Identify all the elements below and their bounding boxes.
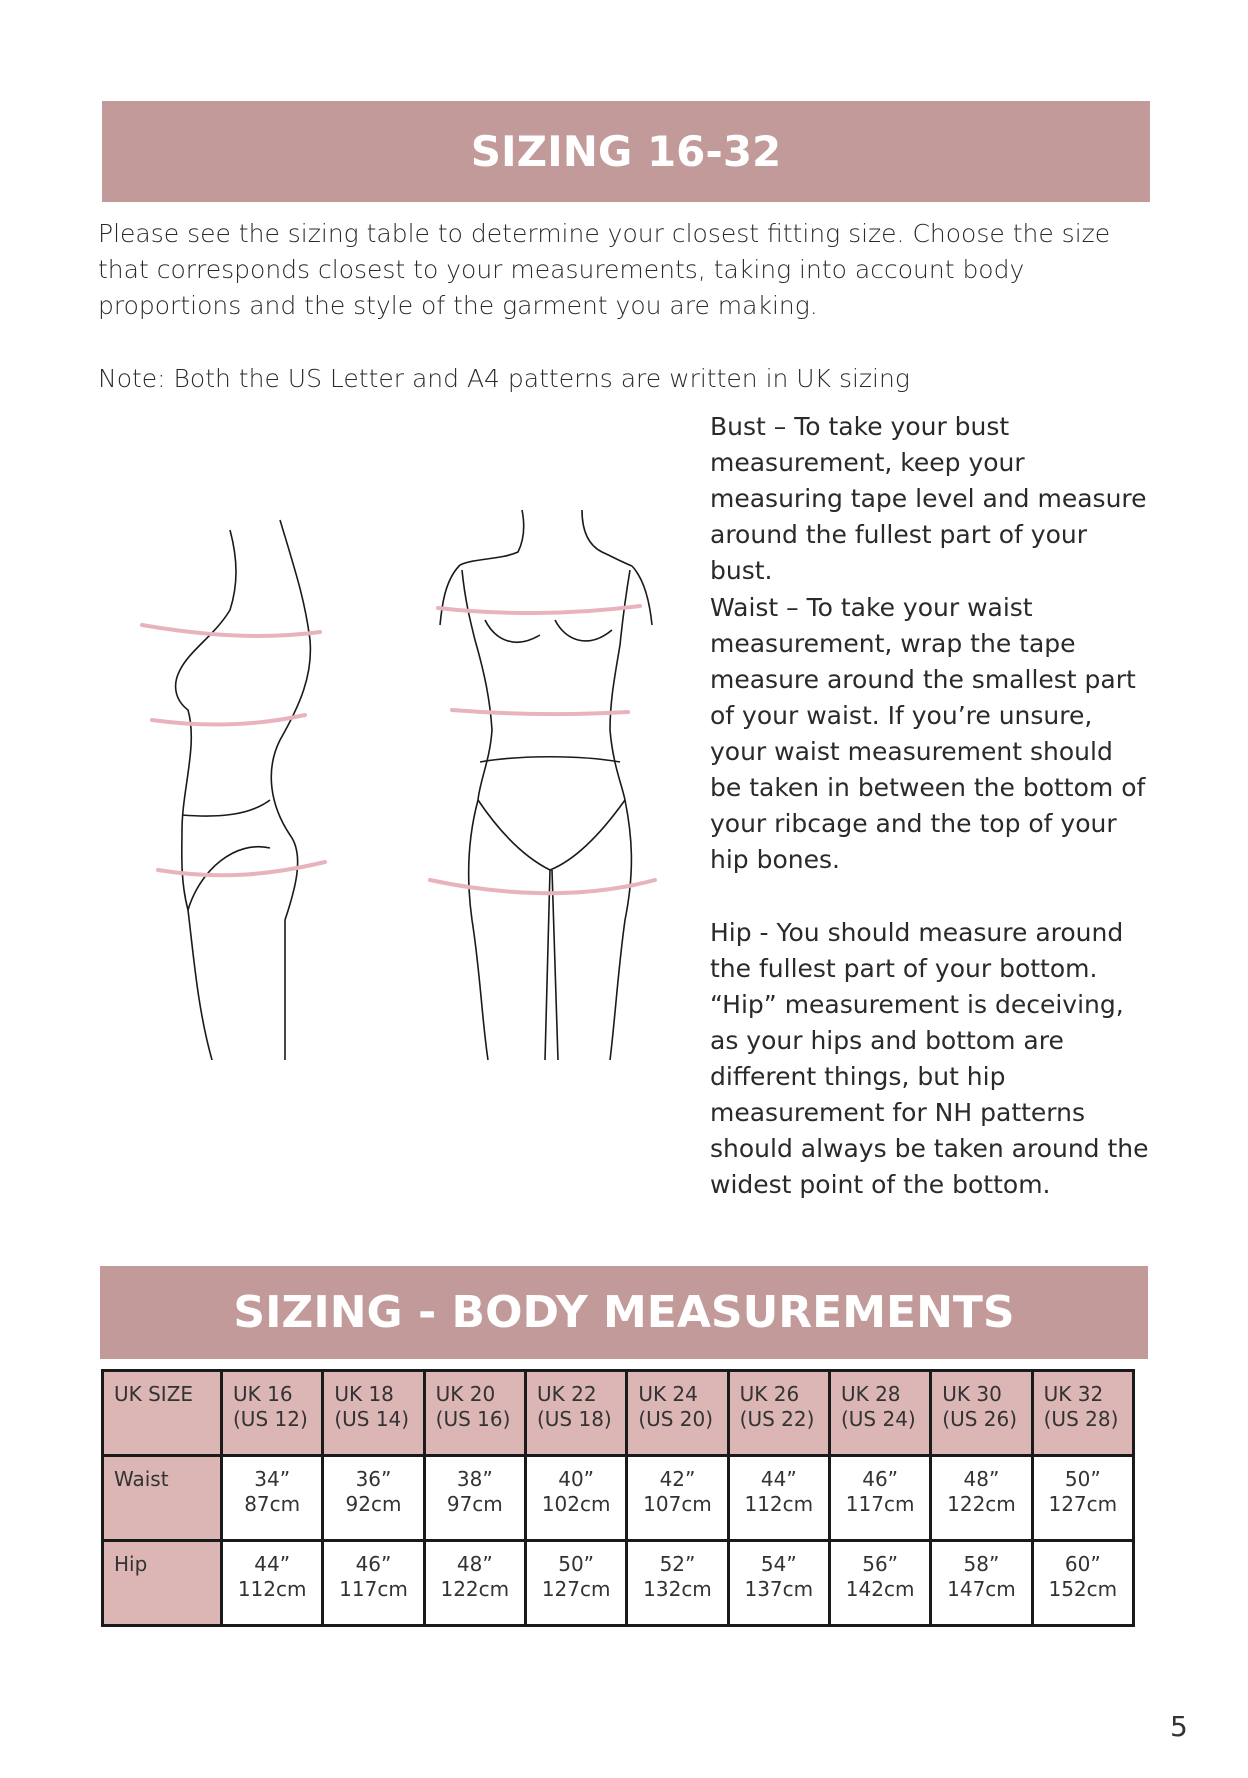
cm-value: 92cm [345, 1492, 402, 1516]
cm-value: 107cm [643, 1492, 712, 1516]
intro-paragraph: Please see the sizing table to determine your closest fitting size. Choose the size that corresponds closest to your measurements, taking into account body proportions and the style of the garment you are making. [98, 219, 1111, 320]
side-hip-tape-line [158, 862, 325, 875]
inch-value: 50” [1064, 1467, 1101, 1491]
front-figure-bust-left [485, 620, 540, 642]
measurement-cell [222, 1456, 323, 1541]
front-waist-tape-line [452, 710, 628, 714]
front-figure-right-arm [632, 566, 652, 625]
size-header-cell [1032, 1371, 1133, 1456]
uk-size-label: UK 20 [435, 1382, 496, 1406]
side-waist-tape-line [152, 715, 305, 725]
page-number: 5 [1170, 1710, 1188, 1743]
measurement-cell [424, 1541, 525, 1626]
front-figure-brief-leg [478, 800, 625, 870]
size-header-cell [829, 1371, 930, 1456]
cm-value: 87cm [244, 1492, 301, 1516]
cm-value: 142cm [845, 1577, 915, 1601]
inch-value: 58” [963, 1552, 1000, 1576]
measurement-cell [323, 1456, 424, 1541]
inch-value: 56” [862, 1552, 899, 1576]
side-figure-brief-top [182, 800, 270, 816]
inch-value: 46” [355, 1552, 392, 1576]
inch-value: 54” [760, 1552, 797, 1576]
cm-value: 97cm [446, 1492, 503, 1516]
cm-value: 112cm [744, 1492, 814, 1516]
inch-value: 38” [456, 1467, 493, 1491]
cm-value: 127cm [541, 1577, 611, 1601]
side-figure-back-outline [271, 520, 310, 1060]
front-figure-left-arm [440, 565, 460, 625]
measurement-cell [829, 1541, 930, 1626]
us-size-label: (US 16) [435, 1407, 511, 1431]
measurement-cell [1032, 1456, 1133, 1541]
cm-value: 122cm [440, 1577, 510, 1601]
measurement-cell [525, 1456, 626, 1541]
measurement-cell [728, 1541, 829, 1626]
cm-value: 132cm [643, 1577, 712, 1601]
cm-value: 112cm [237, 1577, 307, 1601]
us-size-label: (US 26) [942, 1407, 1018, 1431]
table-header-row [103, 1371, 1134, 1456]
measurement-cell [931, 1541, 1032, 1626]
body-measurement-figures [120, 500, 700, 1060]
page-title: SIZING 16-32 [102, 101, 1150, 202]
hip-row-label: Hip [103, 1541, 222, 1626]
uk-size-label: UK 26 [739, 1382, 800, 1406]
uk-size-header: UK SIZE [103, 1371, 222, 1456]
cm-value: 147cm [947, 1577, 1016, 1601]
uk-size-label: UK 30 [942, 1382, 1002, 1406]
side-figure-front-outline [176, 530, 236, 1060]
inch-value: 50” [558, 1552, 595, 1576]
cm-value: 117cm [845, 1492, 915, 1516]
measurement-cell [931, 1456, 1032, 1541]
uk-size-label: UK 32 [1043, 1382, 1104, 1406]
measurement-cell [525, 1541, 626, 1626]
front-figure-bust-right [555, 620, 612, 641]
sizing-note: Note: Both the US Letter and A4 patterns are written in UK sizing [98, 364, 910, 393]
side-figure-brief-leg [188, 847, 270, 910]
size-header-cell [424, 1371, 525, 1456]
measurement-cell [323, 1541, 424, 1626]
cm-value: 137cm [744, 1577, 814, 1601]
size-header-cell [222, 1371, 323, 1456]
hip-row [103, 1541, 1134, 1626]
us-size-label: (US 22) [739, 1407, 815, 1431]
inch-value: 36” [355, 1467, 392, 1491]
uk-size-label: UK 22 [536, 1382, 597, 1406]
inch-value: 46” [862, 1467, 899, 1491]
uk-size-label: UK 18 [334, 1382, 394, 1406]
size-header-cell [728, 1371, 829, 1456]
cm-value: 152cm [1048, 1577, 1118, 1601]
front-figure-left-body [462, 570, 492, 1060]
size-header-cell [525, 1371, 626, 1456]
bust-instructions: Bust – To take your bust measurement, keep your measuring tape level and measure around the fullest part of your bust. [710, 412, 1147, 585]
inch-value: 44” [760, 1467, 797, 1491]
front-figure-inner-legs [545, 870, 558, 1060]
front-hip-tape-line [430, 880, 655, 893]
measurement-cell [424, 1456, 525, 1541]
measurement-cell [829, 1456, 930, 1541]
cm-value: 102cm [541, 1492, 611, 1516]
us-size-label: (US 12) [233, 1407, 308, 1431]
measurement-cell [627, 1541, 728, 1626]
front-figure-neck-left [460, 510, 524, 565]
inch-value: 52” [659, 1552, 696, 1576]
us-size-label: (US 28) [1043, 1407, 1119, 1431]
hip-instructions: Hip - You should measure around the fullest part of your bottom. “Hip” measurement is deceiving, as your hips and bottom are different things, but hip measurement for NH patterns should always be taken around the widest point of the bottom. [710, 918, 1149, 1199]
uk-size-label: UK 28 [840, 1382, 901, 1406]
cm-value: 122cm [947, 1492, 1016, 1516]
waist-instructions: Waist – To take your waist measurement, wrap the tape measure around the smallest part of your waist. If you’re unsure, your waist measurement should be taken in between the bottom of your ribcage and the top of your hip bones. [710, 593, 1146, 874]
measurement-cell [627, 1456, 728, 1541]
us-size-label: (US 20) [638, 1407, 714, 1431]
front-figure-brief-top [480, 757, 620, 762]
uk-size-label: UK 24 [638, 1382, 698, 1406]
waist-row [103, 1456, 1134, 1541]
table-title: SIZING - BODY MEASUREMENTS [100, 1266, 1148, 1359]
sizing-table [101, 1369, 1135, 1627]
inch-value: 40” [558, 1467, 595, 1491]
uk-size-label: UK 16 [233, 1382, 293, 1406]
side-bust-tape-line [142, 625, 320, 636]
size-header-cell [627, 1371, 728, 1456]
inch-value: 48” [456, 1552, 493, 1576]
size-header-cell [323, 1371, 424, 1456]
cm-value: 127cm [1048, 1492, 1118, 1516]
inch-value: 48” [963, 1467, 1000, 1491]
us-size-label: (US 14) [334, 1407, 410, 1431]
size-header-cell [931, 1371, 1032, 1456]
measurement-cell [728, 1456, 829, 1541]
waist-row-label: Waist [103, 1456, 222, 1541]
us-size-label: (US 24) [840, 1407, 916, 1431]
cm-value: 117cm [339, 1577, 408, 1601]
us-size-label: (US 18) [536, 1407, 612, 1431]
measurement-cell [1032, 1541, 1133, 1626]
inch-value: 34” [254, 1467, 291, 1491]
measurement-cell [222, 1541, 323, 1626]
inch-value: 44” [254, 1552, 291, 1576]
inch-value: 60” [1064, 1552, 1101, 1576]
front-figure-neck-right [582, 510, 632, 566]
inch-value: 42” [659, 1467, 696, 1491]
